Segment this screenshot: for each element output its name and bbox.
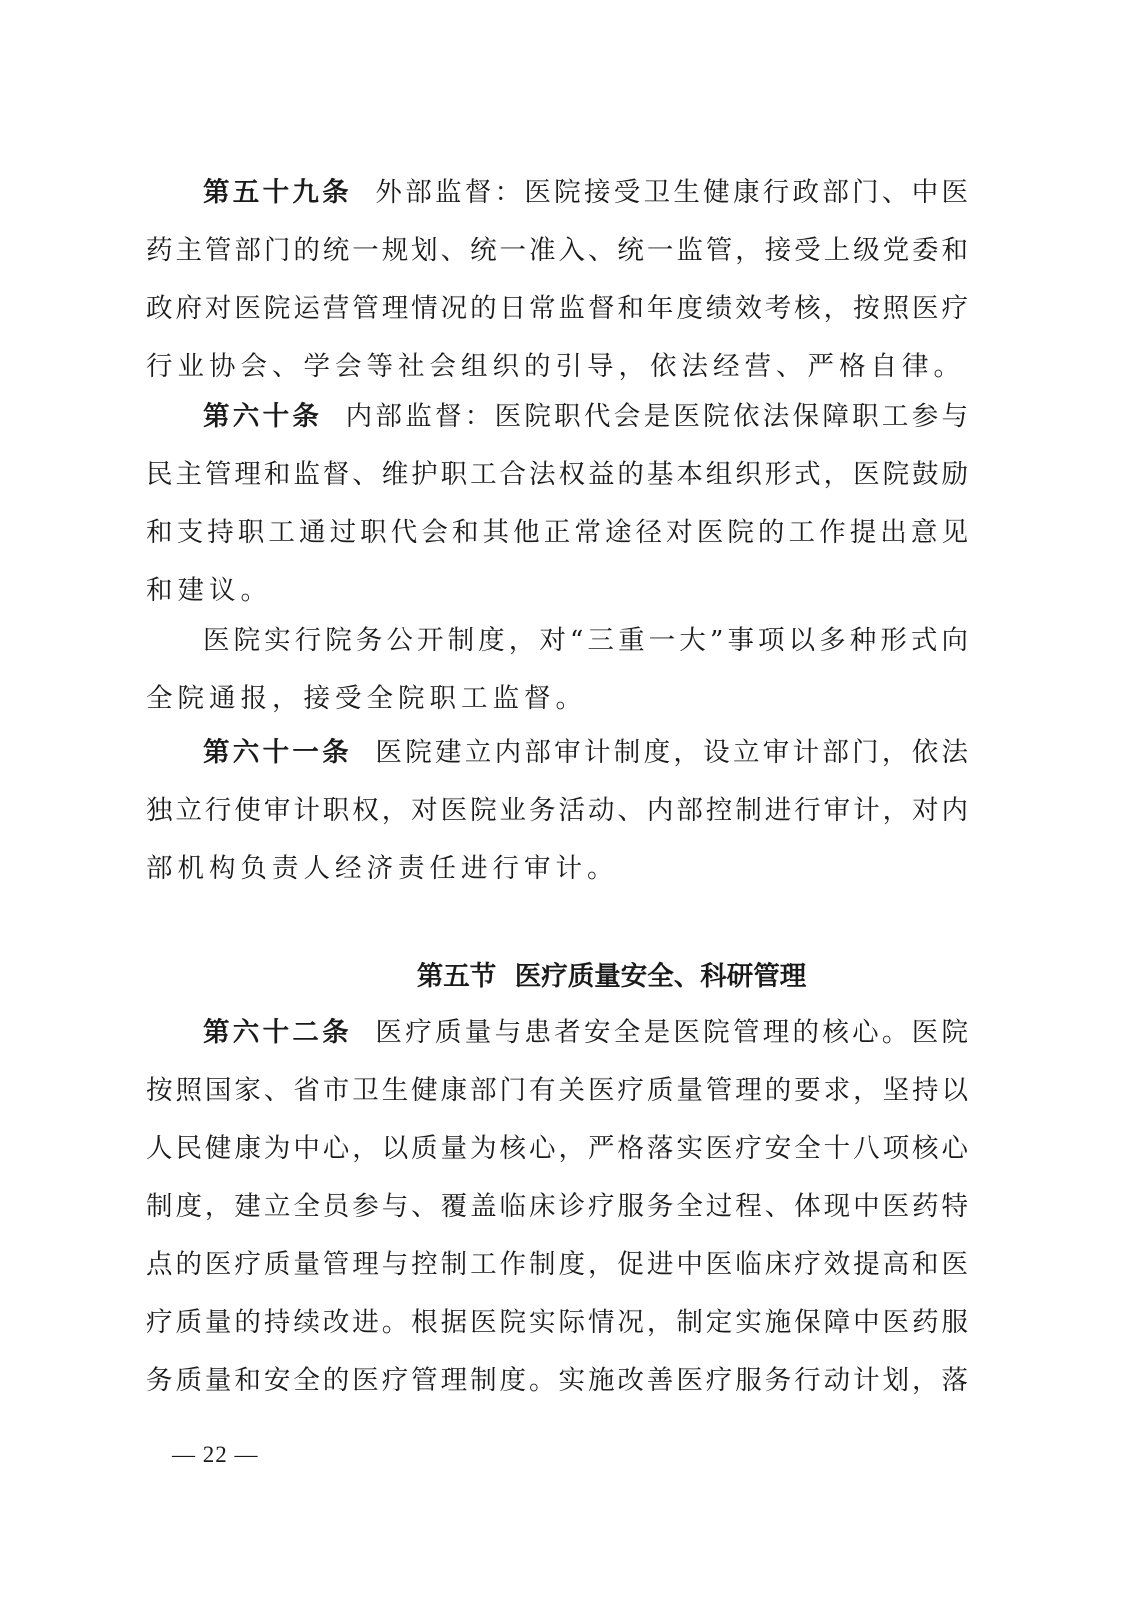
article-60-para-2-line-2: 全院通报，接受全院职工监督。 [146,683,587,714]
article-59-heading: 第五十九条 [203,177,352,208]
article-61 [146,724,968,898]
article-62-line-4: 制度，建立全员参与、覆盖临床诊疗服务全过程、体现中医药特 [146,1191,968,1222]
article-62-line-7: 务质量和安全的医疗管理制度。实施改善医疗服务行动计划，落 [146,1365,968,1396]
article-62-line-3: 人民健康为中心，以质量为核心，严格落实医疗安全十八项核心 [146,1133,968,1164]
article-60-line-1: 第六十条 内部监督：医院职代会是医院依法保障职工参与 [203,401,969,432]
article-60-para-2-line-1: 医院实行院务公开制度，对“三重一大”事项以多种形式向 [203,625,968,656]
article-60-line-2: 民主管理和监督、维护职工合法权益的基本组织形式，医院鼓励 [146,459,968,490]
article-61-heading: 第六十一条 [203,737,352,768]
article-62 [146,1004,968,1410]
article-59-line-3: 政府对医院运营管理情况的日常监督和年度绩效考核，按照医疗 [146,293,968,324]
section-5-title: 第五节 医疗质量安全、科研管理 [416,961,807,992]
article-59-line-2: 药主管部门的统一规划、统一准入、统一监管，接受上级党委和 [146,235,968,266]
article-62-heading: 第六十二条 [203,1017,352,1048]
article-62-line-5: 点的医疗质量管理与控制工作制度，促进中医临床疗效提高和医 [146,1249,968,1280]
article-60-line-3: 和支持职工通过职代会和其他正常途径对医院的工作提出意见 [146,517,968,548]
article-60-line-4: 和建议。 [146,575,272,606]
article-62-line-1: 第六十二条 医疗质量与患者安全是医院管理的核心。医院 [203,1017,969,1048]
article-61-line-3: 部机构负责人经济责任进行审计。 [146,853,619,884]
article-60-para-2 [146,612,968,728]
article-61-line-1: 第六十一条 医院建立内部审计制度，设立审计部门，依法 [203,737,969,768]
article-60 [146,388,968,620]
article-62-line-2: 按照国家、省市卫生健康部门有关医疗质量管理的要求，坚持以 [146,1075,968,1106]
article-60-heading: 第六十条 [203,401,323,432]
page-number: — 22 — [172,1442,259,1467]
article-59-line-4: 行业协会、学会等社会组织的引导，依法经营、严格自律。 [146,351,965,382]
article-59 [146,164,968,396]
article-61-line-2: 独立行使审计职权，对医院业务活动、内部控制进行审计，对内 [146,795,968,826]
article-62-line-6: 疗质量的持续改进。根据医院实际情况，制定实施保障中医药服 [146,1307,968,1338]
article-59-line-1: 第五十九条 外部监督：医院接受卫生健康行政部门、中医 [203,177,969,208]
section-heading [0,948,1131,1006]
